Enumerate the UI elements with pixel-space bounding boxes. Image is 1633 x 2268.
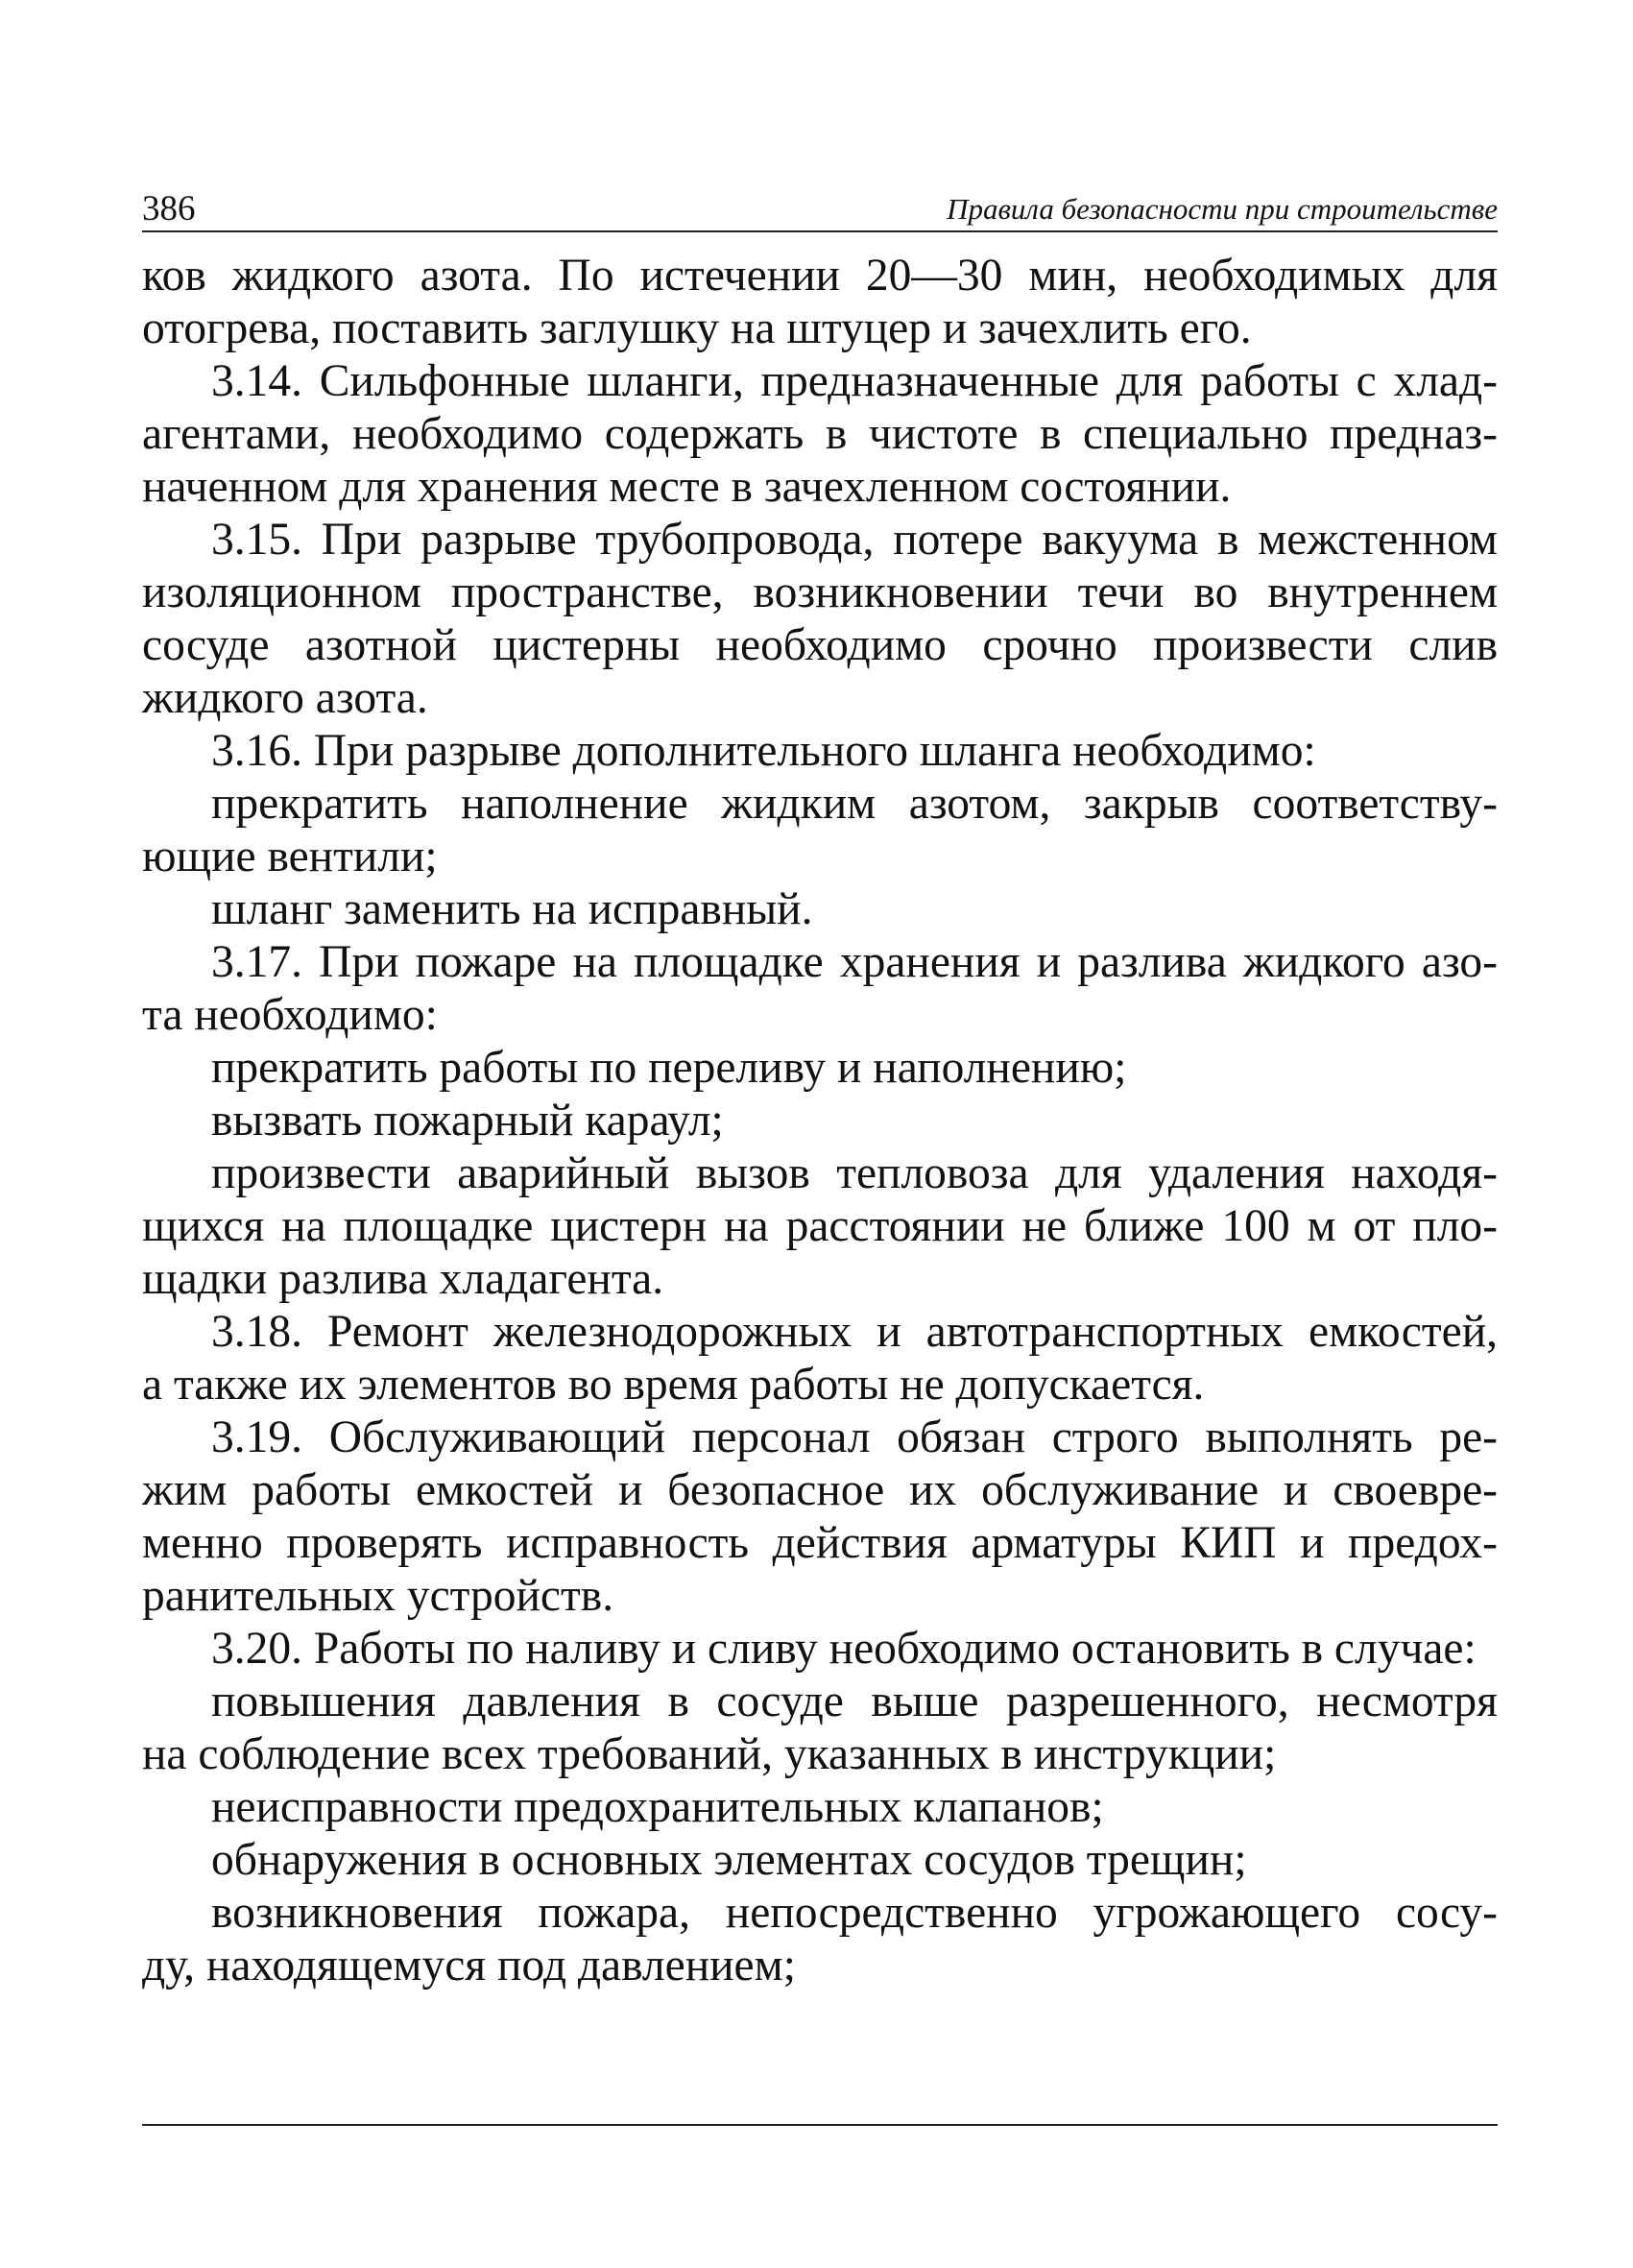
text-line: на соблюдение всех требований, указанных в инструкции; xyxy=(142,1729,1277,1779)
text-line: 3.20. Работы по наливу и сливу необходимо остановить в случае: xyxy=(211,1624,1477,1674)
text-line: 3.19. Обслуживающий персонал обязан строго выполнять ре- xyxy=(211,1412,1498,1462)
footer-rule xyxy=(142,2124,1498,2126)
text-line: прекратить работы по переливу и наполнению; xyxy=(211,1043,1127,1093)
text-line: ков жидкого азота. По истечении 20—30 мин, необходимых для xyxy=(142,251,1498,301)
text-line: вызвать пожарный караул; xyxy=(211,1096,724,1146)
text-line: 3.18. Ремонт железнодорожных и автотранспортных емкостей, xyxy=(211,1307,1498,1357)
text-line: прекратить наполнение жидким азотом, закрыв соответству- xyxy=(211,779,1498,829)
text-line: сосуде азотной цистерны необходимо срочно произвести слив xyxy=(142,620,1498,670)
text-line: 3.16. При разрыве дополнительного шланга необходимо: xyxy=(211,726,1316,776)
text-line: возникновения пожара, непосредственно угрожающего сосу- xyxy=(211,1888,1498,1938)
text-line: жидкого азота. xyxy=(142,673,428,723)
text-line: изоляционном пространстве, возникновении течи во внутреннем xyxy=(142,567,1498,617)
text-line: 3.17. При пожаре на площадке хранения и разлива жидкого азо- xyxy=(211,937,1498,987)
text-line: произвести аварийный вызов тепловоза для удаления находя- xyxy=(211,1148,1498,1198)
book-page xyxy=(142,182,1498,2141)
text-line: менно проверять исправность действия арматуры КИП и предох- xyxy=(142,1518,1498,1568)
text-line: 3.14. Сильфонные шланги, предназначенные для работы с хлад- xyxy=(211,356,1498,406)
text-line: ранительных устройств. xyxy=(142,1571,614,1621)
text-line: повышения давления в сосуде выше разрешенного, несмотря xyxy=(211,1677,1498,1726)
text-line: обнаружения в основных элементах сосудов трещин; xyxy=(211,1835,1247,1885)
text-line: щадки разлива хладагента. xyxy=(142,1254,664,1304)
text-line: ющие вентили; xyxy=(142,832,438,881)
running-title: Правила безопасности при строительстве xyxy=(947,192,1498,226)
text-line: наченном для хранения месте в зачехленном состоянии. xyxy=(142,462,1232,512)
text-line: отогрева, поставить заглушку на штуцер и зачехлить его. xyxy=(142,303,1252,353)
text-line: жим работы емкостей и безопасное их обслуживание и своевре- xyxy=(142,1465,1498,1515)
body-text xyxy=(142,250,1498,1992)
text-line: агентами, необходимо содержать в чистоте в специально предназ- xyxy=(142,409,1498,459)
page-number: 386 xyxy=(142,189,196,229)
text-line: шланг заменить на исправный. xyxy=(211,884,813,934)
text-line: неисправности предохранительных клапанов; xyxy=(211,1782,1104,1832)
text-line: а также их элементов во время работы не допускается. xyxy=(142,1360,1205,1410)
text-line: ду, находящемуся под давлением; xyxy=(142,1941,796,1991)
text-line: щихся на площадке цистерн на расстоянии не ближе 100 м от пло- xyxy=(142,1201,1498,1251)
text-line: та необходимо: xyxy=(142,990,438,1040)
text-line: 3.15. При разрыве трубопровода, потере вакуума в межстенном xyxy=(211,515,1498,565)
page-header xyxy=(142,182,1498,232)
